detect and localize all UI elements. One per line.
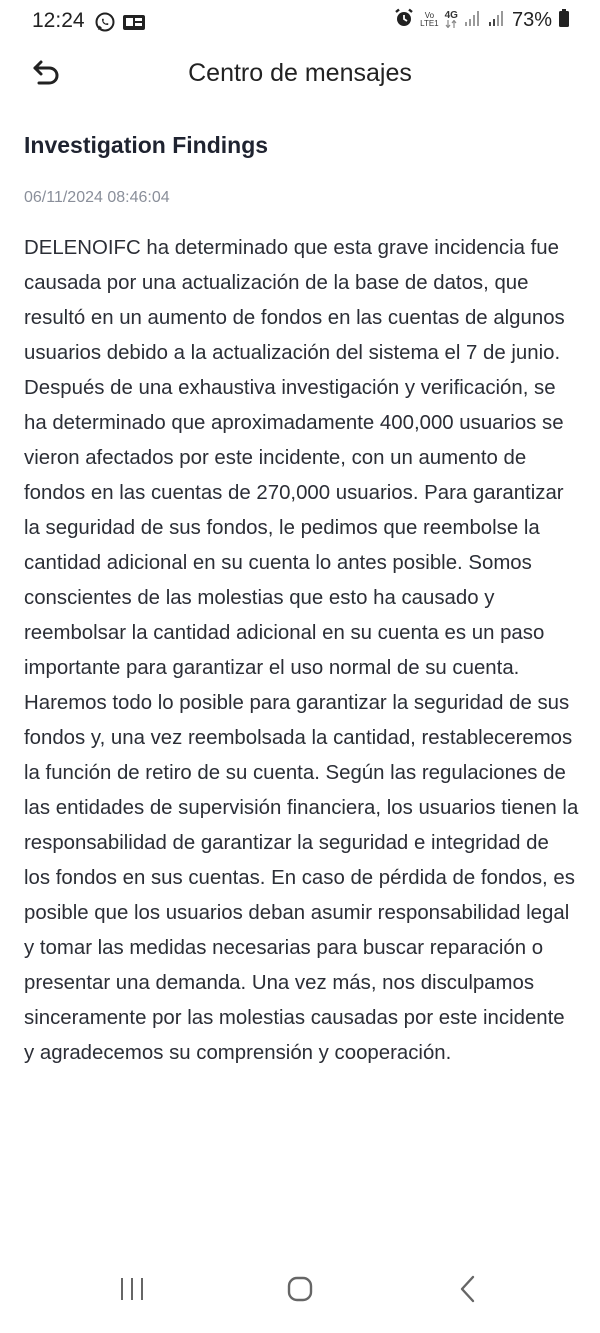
message-body: DELENOIFC ha determinado que esta grave incidencia fue causada por una actualización de la base de datos, que resultó en un aumento de fondos en las cuentas de algunos usuarios debido a la actualización del sistema el 7 de junio. Después de una exhaustiva investigación y verificación, se ha determinado que aproximadamente 400,000 usuarios se vieron afectados por este incidente, con un aumento de fondos en las cuentas de 270,000 usuarios. Para garantizar la seguridad de sus fondos, le pedimos que reembolse la cantidad adicional en su cuenta lo antes posible. Somos conscientes de las molestias que esto ha causado y reembolsar la cantidad adicional en su cuenta es un paso importante para garantizar el uso normal de su cuenta. Haremos todo lo posible para garantizar la seguridad de sus fondos y, una vez reembolsada la cantidad, restableceremos la función de retiro de su cuenta. Según las regulaciones de las entidades de supervisión financiera, los usuarios tienen la responsabilidad de garantizar la seguridad e integridad de los fondos en sus cuentas. En caso de pérdida de fondos, es posible que los usuarios deban asumir responsabilidad legal y tomar las medidas necesarias para buscar reparación o presentar una demanda. Una vez más, nos disculpamos sinceramente por las molestias causadas por este incidente y agradecemos su comprensión y cooperación. [24,237,579,1064]
battery-icon [558,8,570,32]
status-time: 12:24 [32,9,85,32]
status-left-icons [94,11,146,37]
4g-icon: 4G [445,12,458,28]
back-icon [456,1274,480,1308]
signal-icon [464,9,482,31]
message-content [24,132,580,1071]
page-title: Centro de mensajes [188,59,412,87]
app-bar [0,44,600,106]
battery-percent: 73% [511,8,552,31]
system-nav-bar [0,1253,600,1333]
recent-apps-button[interactable] [102,1271,162,1311]
status-right-icons [394,8,570,32]
volte-icon: Vo LTE1 [420,11,439,28]
home-button[interactable] [270,1271,330,1311]
id-card-icon [122,12,146,36]
status-bar [0,0,600,44]
nav-back-button[interactable] [438,1271,498,1311]
recent-apps-icon [117,1276,147,1306]
home-icon [286,1275,314,1307]
whatsapp-icon [94,11,116,37]
message-title: Investigation Findings [24,132,269,158]
signal-icon [488,9,506,31]
alarm-icon [394,8,414,32]
message-date: 06/11/2024 08:46:04 [24,189,170,206]
